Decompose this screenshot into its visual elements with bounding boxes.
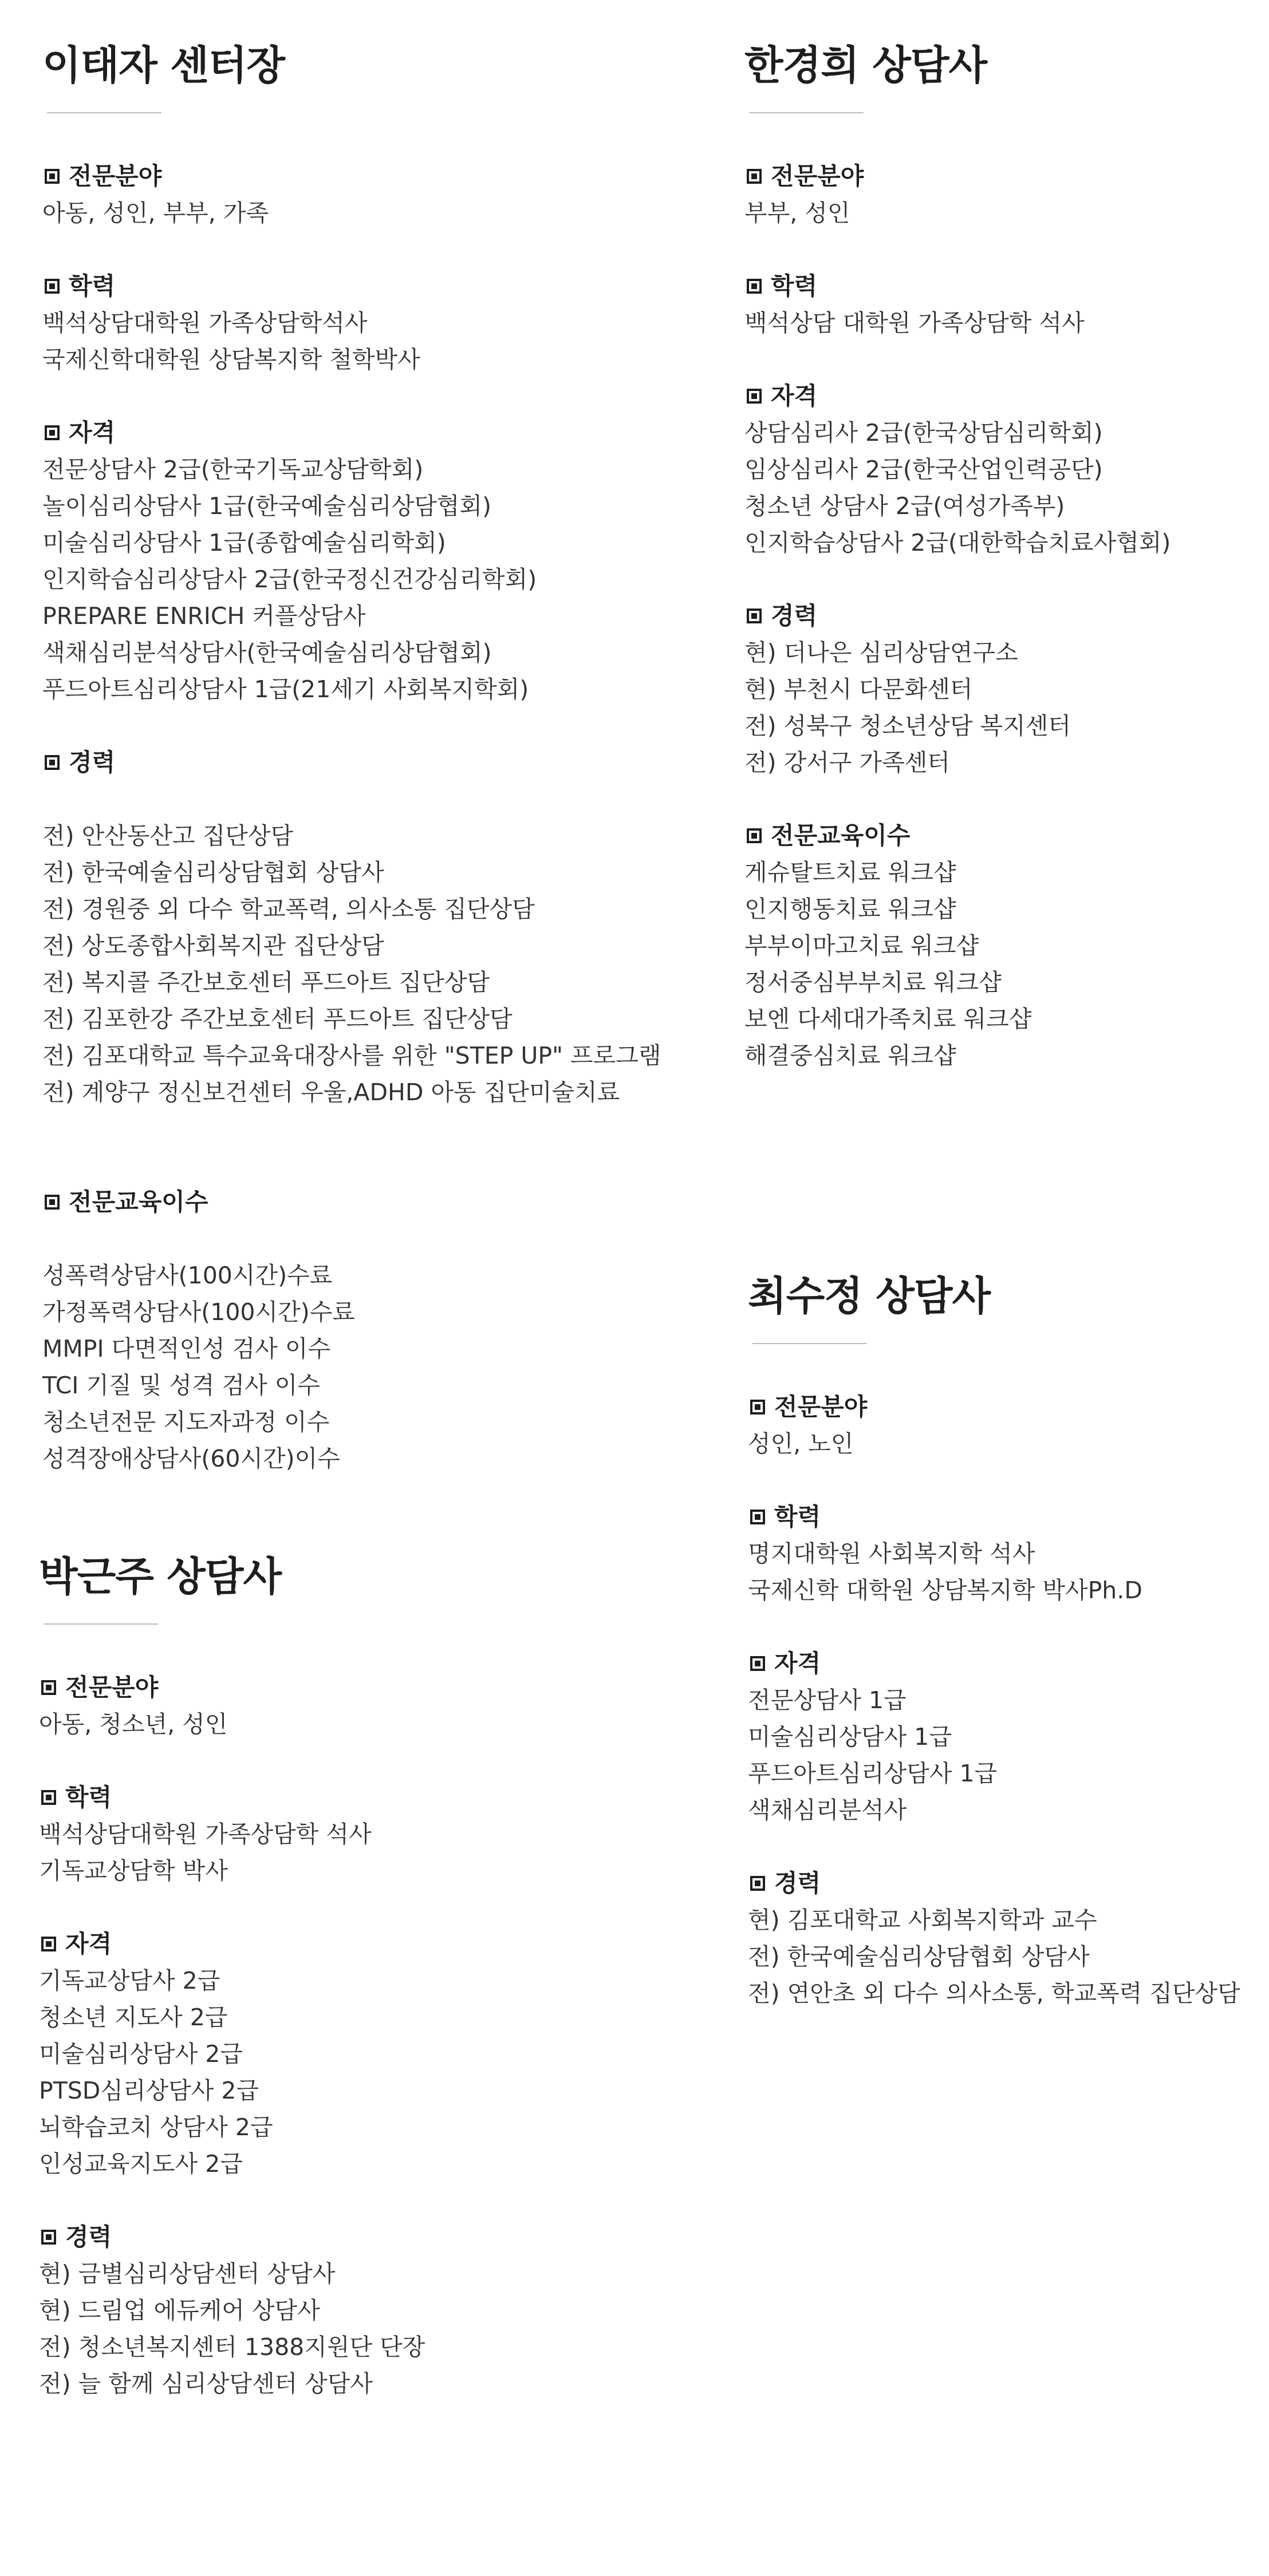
section-specialty <box>748 1389 1263 1462</box>
list-item: PREPARE ENRICH 커플상담사 <box>42 602 366 630</box>
list-item: 현) 드림업 에듀케어 상담사 <box>39 2297 320 2324</box>
profile-name: 최수정 상담사 <box>748 1273 991 1319</box>
list-item: 전) 청소년복지센터 1388지원단 단장 <box>39 2333 425 2361</box>
list-item: 백석상담대학원 가족상담학석사 <box>42 309 368 337</box>
section-career <box>42 744 701 1111</box>
list-item: 가정폭력상담사(100시간)수료 <box>42 1298 355 1326</box>
list-item: 전) 계양구 정신보건센터 우울,ADHD 아동 집단미술치료 <box>42 1078 620 1106</box>
section-title: 경력 <box>65 2223 112 2251</box>
list-item: 국제신학 대학원 상담복지학 박사Ph.D <box>748 1577 1142 1604</box>
list-item: 뇌학습코치 상담사 2급 <box>39 2113 273 2141</box>
list-item: 기독교상담사 2급 <box>39 1967 220 1994</box>
list-item: 미술심리상담사 1급(종합예술심리학회) <box>42 529 446 556</box>
list-item: 인지학습심리상담사 2급(한국정신건강심리학회) <box>42 566 537 593</box>
list-item: 백석상담 대학원 가족상담학 석사 <box>744 309 1085 337</box>
list-item: 전) 늘 함께 심리상담센터 상담사 <box>39 2370 373 2397</box>
square-bullet-icon <box>41 1680 56 1695</box>
list-item: 색채심리분석상담사(한국예술심리상담협회) <box>42 639 492 666</box>
list-item: 아동, 청소년, 성인 <box>39 1710 228 1738</box>
divider <box>749 112 864 113</box>
section-specialty <box>39 1669 697 1743</box>
list-item: 명지대학원 사회복지학 석사 <box>748 1540 1035 1567</box>
square-bullet-icon <box>41 1937 56 1951</box>
list-item: 전문상담사 1급 <box>748 1686 907 1714</box>
section-specialty <box>42 158 701 231</box>
section-certifications <box>748 1645 1263 1828</box>
list-item: 청소년전문 지도자과정 이수 <box>42 1408 330 1436</box>
list-item: 게슈탈트치료 워크샵 <box>744 859 956 886</box>
section-career <box>39 2219 697 2402</box>
list-item: 임상심리사 2급(한국산업인력공단) <box>744 456 1103 483</box>
square-bullet-icon <box>45 425 60 440</box>
section-education <box>39 1779 697 1889</box>
square-bullet-icon <box>41 1790 56 1805</box>
list-item: 국제신학대학원 상담복지학 철학박사 <box>42 346 420 373</box>
section-title: 경력 <box>774 1869 821 1897</box>
list-item: 청소년 지도사 2급 <box>39 2004 228 2031</box>
square-bullet-icon <box>747 389 762 404</box>
section-career <box>744 598 1260 781</box>
section-training <box>744 817 1260 1074</box>
list-item: 아동, 성인, 부부, 가족 <box>42 199 269 227</box>
section-title: 전문교육이수 <box>771 821 911 850</box>
section-title: 경력 <box>771 602 818 630</box>
section-education <box>748 1499 1263 1609</box>
section-title: 전문분야 <box>774 1393 868 1421</box>
list-item: TCI 기질 및 성격 검사 이수 <box>42 1372 320 1399</box>
section-title: 학력 <box>65 1783 112 1811</box>
list-item: 청소년 상담사 2급(여성가족부) <box>744 492 1065 520</box>
profile-park-geunju <box>39 1552 697 2439</box>
list-item: 전) 김포대학교 특수교육대장사를 위한 "STEP UP" 프로그램 <box>42 1042 661 1069</box>
section-title: 자격 <box>771 382 818 410</box>
list-item: 전) 상도종합사회복지관 집단상담 <box>42 932 384 959</box>
list-item: 전) 복지콜 주간보호센터 푸드아트 집단상담 <box>42 969 490 996</box>
list-item: 전문상담사 2급(한국기독교상담학회) <box>42 456 424 483</box>
section-title: 경력 <box>69 748 116 776</box>
profile-name: 이태자 센터장 <box>42 42 285 89</box>
divider <box>47 112 161 113</box>
square-bullet-icon <box>41 2230 56 2245</box>
square-bullet-icon <box>750 1656 765 1671</box>
list-item: 인성교육지도사 2급 <box>39 2150 243 2178</box>
section-training <box>42 1184 701 1477</box>
section-title: 자격 <box>65 1930 112 1958</box>
list-item: 정서중심부부치료 워크샵 <box>744 969 1002 996</box>
section-title: 전문분야 <box>771 162 864 190</box>
section-title: 자격 <box>69 418 116 447</box>
square-bullet-icon <box>747 169 762 184</box>
list-item: 성폭력상담사(100시간)수료 <box>42 1262 333 1289</box>
list-item: 전) 김포한강 주간보호센터 푸드아트 집단상담 <box>42 1005 513 1033</box>
list-item: 인지행동치료 워크샵 <box>744 895 956 923</box>
section-specialty <box>744 158 1260 231</box>
square-bullet-icon <box>747 828 762 843</box>
divider <box>44 1623 158 1625</box>
list-item: 현) 김포대학교 사회복지학과 교수 <box>748 1906 1097 1934</box>
list-item: 전) 안산동산고 집단상담 <box>42 822 294 850</box>
list-item: 미술심리상담사 1급 <box>748 1723 952 1751</box>
list-item: 전) 성북구 청소년상담 복지센터 <box>744 712 1071 740</box>
list-item: 푸드아트심리상담사 1급 <box>748 1760 998 1787</box>
list-item: 해결중심치료 워크샵 <box>744 1042 956 1069</box>
list-item: 부부이마고치료 워크샵 <box>744 932 979 959</box>
profile-name: 한경희 상담사 <box>744 42 987 89</box>
divider <box>752 1343 867 1344</box>
profile-name: 박근주 상담사 <box>39 1553 282 1600</box>
section-certifications <box>42 414 701 708</box>
list-item: 푸드아트심리상담사 1급(21세기 사회복지학회) <box>42 675 529 703</box>
list-item: 전) 경원중 외 다수 학교폭력, 의사소통 집단상담 <box>42 895 535 923</box>
list-item: PTSD심리상담사 2급 <box>39 2077 259 2104</box>
section-education <box>744 268 1260 341</box>
list-item: 전) 강서구 가족센터 <box>744 749 950 776</box>
list-item: 보엔 다세대가족치료 워크샵 <box>744 1005 1032 1033</box>
square-bullet-icon <box>750 1510 765 1524</box>
square-bullet-icon <box>747 609 762 623</box>
list-item: 부부, 성인 <box>744 199 850 227</box>
square-bullet-icon <box>45 755 60 770</box>
section-title: 학력 <box>69 272 116 300</box>
list-item: 성인, 노인 <box>748 1430 854 1457</box>
square-bullet-icon <box>45 169 60 184</box>
section-title: 자격 <box>774 1649 821 1677</box>
section-certifications <box>39 1926 697 2182</box>
section-title: 학력 <box>774 1503 821 1531</box>
list-item: 현) 부천시 다문화센터 <box>744 675 973 703</box>
profile-choi-sujeong <box>748 1272 1263 2048</box>
section-education <box>42 268 701 378</box>
square-bullet-icon <box>747 279 762 294</box>
square-bullet-icon <box>45 279 60 294</box>
section-title: 전문분야 <box>65 1673 159 1701</box>
list-item: 전) 한국예술심리상담협회 상담사 <box>748 1943 1090 1970</box>
list-item: 인지학습상담사 2급(대한학습치료사협회) <box>744 529 1171 556</box>
list-item: 상담심리사 2급(한국상담심리학회) <box>744 419 1103 447</box>
list-item: 색채심리분석사 <box>748 1796 907 1824</box>
section-career <box>748 1865 1263 2012</box>
square-bullet-icon <box>750 1400 765 1415</box>
section-certifications <box>744 378 1260 561</box>
profile-han-gyeonghui <box>744 41 1260 1111</box>
list-item: 성격장애상담사(60시간)이수 <box>42 1445 340 1472</box>
profile-lee-taeja <box>42 41 701 1514</box>
list-item: 전) 연안초 외 다수 의사소통, 학교폭력 집단상담 <box>748 1980 1240 2007</box>
list-item: 백석상담대학원 가족상담학 석사 <box>39 1820 372 1848</box>
list-item: MMPI 다면적인성 검사 이수 <box>42 1335 331 1362</box>
list-item: 놀이심리상담사 1급(한국예술심리상담협회) <box>42 492 492 520</box>
list-item: 미술심리상담사 2급 <box>39 2040 243 2068</box>
square-bullet-icon <box>45 1195 60 1210</box>
square-bullet-icon <box>750 1876 765 1891</box>
section-title: 학력 <box>771 272 818 300</box>
list-item: 전) 한국예술심리상담협회 상담사 <box>42 859 384 886</box>
list-item: 현) 금별심리상담센터 상담사 <box>39 2260 336 2287</box>
section-title: 전문교육이수 <box>69 1188 208 1216</box>
list-item: 기독교상담학 박사 <box>39 1857 228 1884</box>
list-item: 현) 더나은 심리상담연구소 <box>744 639 1018 666</box>
section-title: 전문분야 <box>69 162 162 190</box>
